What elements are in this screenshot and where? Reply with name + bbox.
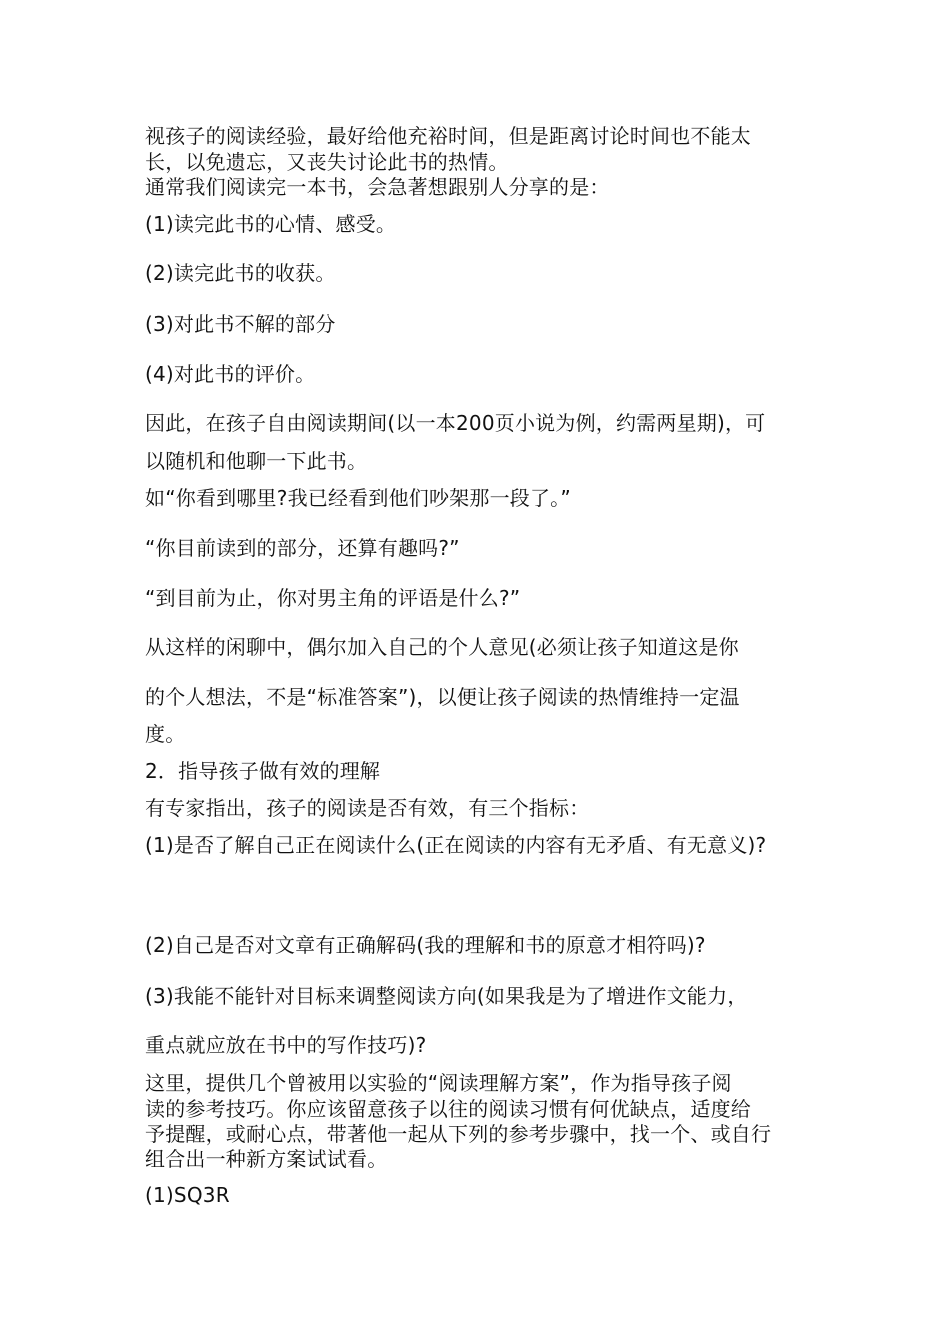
list-item: (2)读完此书的收获。 <box>145 261 336 285</box>
text-line: “你目前读到的部分，还算有趣吗?” <box>145 536 460 560</box>
text-line: 如“你看到哪里?我已经看到他们吵架那一段了。” <box>145 486 571 510</box>
text-line: 通常我们阅读完一本书，会急著想跟别人分享的是： <box>145 175 610 199</box>
text-line: 长，以免遗忘，又丧失讨论此书的热情。 <box>145 150 509 174</box>
list-item: (2)自己是否对文章有正确解码(我的理解和书的原意才相符吗)? <box>145 933 706 957</box>
text-line: 以随机和他聊一下此书。 <box>145 449 368 473</box>
list-item: (3)我能不能针对目标来调整阅读方向(如果我是为了增进作文能力， <box>145 984 748 1008</box>
list-item: (1)SQ3R <box>145 1183 230 1207</box>
list-item: (1)读完此书的心情、感受。 <box>145 212 397 236</box>
text-line: 从这样的闲聊中，偶尔加入自己的个人意见(必须让孩子知道这是你 <box>145 635 739 659</box>
text-line: 视孩子的阅读经验，最好给他充裕时间，但是距离讨论时间也不能太 <box>145 124 751 148</box>
text-line: 度。 <box>145 722 186 746</box>
list-item: (1)是否了解自己正在阅读什么(正在阅读的内容有无矛盾、有无意义)? <box>145 833 767 857</box>
list-item: (4)对此书的评价。 <box>145 362 316 386</box>
text-line: “到目前为止，你对男主角的评语是什么?” <box>145 586 521 610</box>
list-item: (3)对此书不解的部分 <box>145 312 336 336</box>
text-line: 因此，在孩子自由阅读期间(以一本200页小说为例，约需两星期)，可 <box>145 411 766 435</box>
list-item: 重点就应放在书中的写作技巧)? <box>145 1033 427 1057</box>
section-heading: 2．指导孩子做有效的理解 <box>145 759 381 783</box>
text-line: 的个人想法，不是“标准答案”)，以便让孩子阅读的热情维持一定温 <box>145 685 740 709</box>
text-line: 予提醒，或耐心点，带著他一起从下列的参考步骤中，找一个、或自行 <box>145 1122 772 1146</box>
text-line: 有专家指出，孩子的阅读是否有效，有三个指标： <box>145 796 590 820</box>
text-line: 读的参考技巧。你应该留意孩子以往的阅读习惯有何优缺点，适度给 <box>145 1097 751 1121</box>
text-line: 组合出一种新方案试试看。 <box>145 1147 388 1171</box>
text-line: 这里，提供几个曾被用以实验的“阅读理解方案”，作为指导孩子阅 <box>145 1071 732 1095</box>
